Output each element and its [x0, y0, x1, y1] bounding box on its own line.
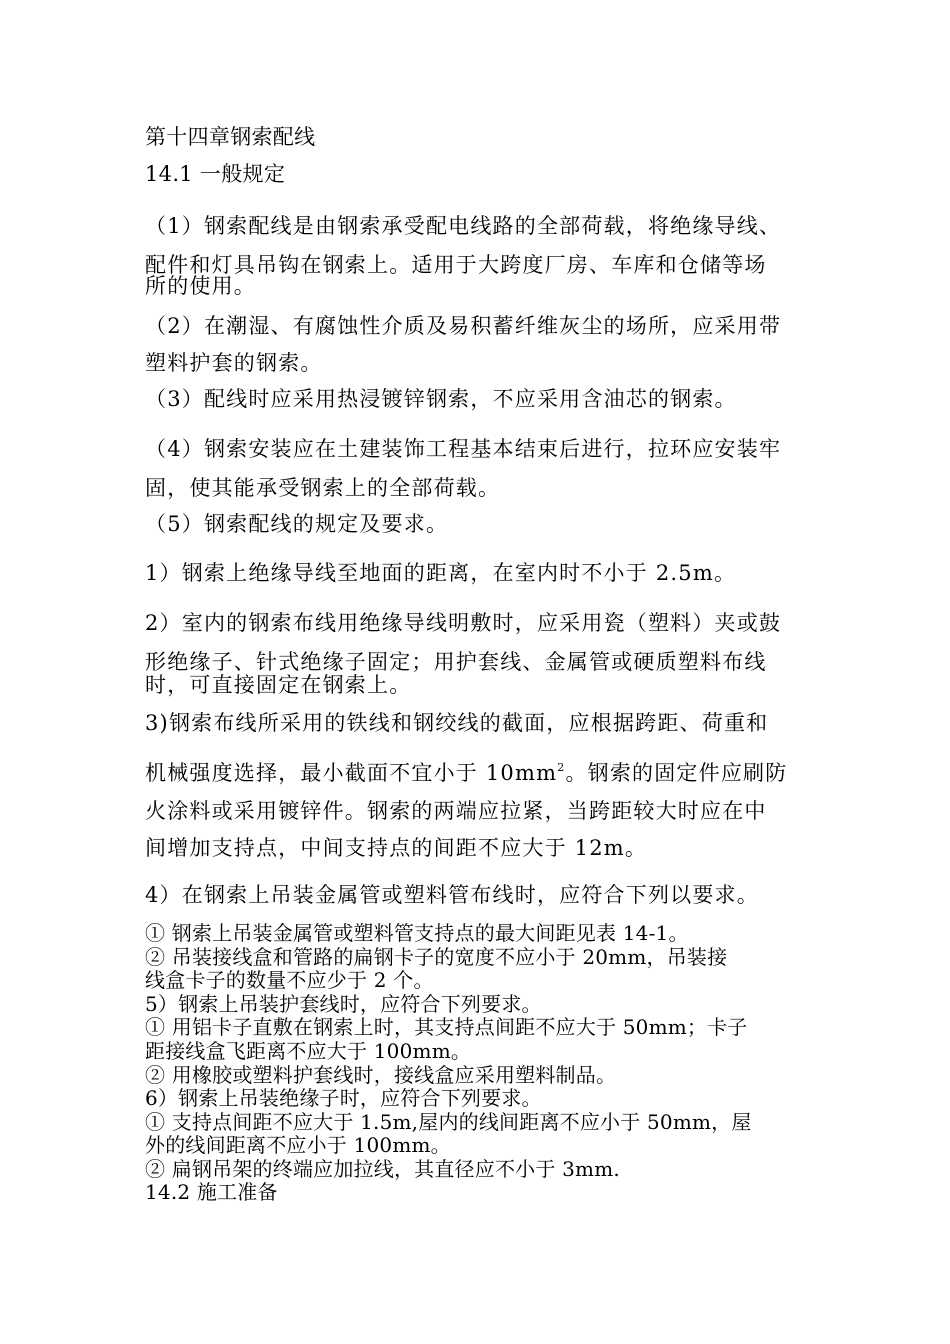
rule-5-item-a-line-1: ① 用铝卡子直敷在钢索上时，其支持点间距不应大于 50mm；卡子	[145, 1015, 748, 1039]
rule-3-line-4: 间增加支持点，中间支持点的间距不应大于 12m。	[145, 836, 648, 860]
rule-4-item-b-line-2: 线盒卡子的数量不应少于 2 个。	[145, 968, 434, 992]
rule-6-item-a-line-1: ① 支持点间距不应大于 1.5m,屋内的线间距离不应小于 50mm，屋	[145, 1110, 752, 1134]
rule-6-item-a-line-2: 外的线间距离不应小于 100mm。	[145, 1133, 451, 1157]
rule-5-item-b: ② 用橡胶或塑料护套线时，接线盒应采用塑料制品。	[145, 1063, 617, 1087]
paragraph-4-line-2: 固，使其能承受钢索上的全部荷载。	[145, 476, 501, 500]
section-heading-14-2: 14.2 施工准备	[145, 1180, 278, 1204]
rule-6-item-b: ② 扁钢吊架的终端应加拉线，其直径应不小于 3mm.	[145, 1157, 620, 1181]
rule-6-line-1: 6）钢索上吊装绝缘子时，应符合下列要求。	[145, 1086, 542, 1110]
superscript-2: 2	[557, 761, 566, 774]
section-heading-14-1: 14.1 一般规定	[145, 162, 286, 186]
rule-3-line-2-text-b: 。钢索的固定件应刷防	[565, 761, 788, 785]
paragraph-2-line-2: 塑料护套的钢索。	[145, 351, 323, 375]
rule-5-line-1: 5）钢索上吊装护套线时，应符合下列要求。	[145, 992, 542, 1016]
rule-4-line-1: 4）在钢索上吊装金属管或塑料管布线时，应符合下列以要求。	[145, 883, 759, 907]
rule-4-item-b-line-1: ② 吊装接线盒和管路的扁钢卡子的宽度不应小于 20mm，吊装接	[145, 945, 728, 969]
paragraph-2-line-1: （2）在潮湿、有腐蚀性介质及易积蓄纤维灰尘的场所，应采用带	[145, 314, 782, 338]
rule-2-line-1: 2）室内的钢索布线用绝缘导线明敷时，应采用瓷（塑料）夹或鼓	[145, 611, 782, 635]
rule-3-line-1: 3)钢索布线所采用的铁线和钢绞线的截面，应根据跨距、荷重和	[145, 711, 769, 735]
rule-2-line-3: 时，可直接固定在钢索上。	[145, 673, 412, 697]
rule-3-line-3: 火涂料或采用镀锌件。钢索的两端应拉紧，当跨距较大时应在中	[145, 799, 767, 823]
paragraph-4-line-1: （4）钢索安装应在土建装饰工程基本结束后进行，拉环应安装牢	[145, 437, 782, 461]
paragraph-1-line-1: （1）钢索配线是由钢索承受配电线路的全部荷载，将绝缘导线、	[145, 214, 782, 238]
rule-1-line-1: 1）钢索上绝缘导线至地面的距离，在室内时不小于 2.5m。	[145, 561, 737, 585]
paragraph-1-line-3: 所的使用。	[145, 274, 256, 298]
rule-3-line-2-text-a: 机械强度选择，最小截面不宜小于 10mm	[145, 761, 558, 785]
rule-4-item-a: ① 钢索上吊装金属管或塑料管支持点的最大间距见表 14-1。	[145, 921, 689, 945]
paragraph-1-line-2: 配件和灯具吊钩在钢索上。适用于大跨度厂房、车库和仓储等场	[145, 253, 767, 277]
paragraph-5-line-1: （5）钢索配线的规定及要求。	[145, 512, 449, 536]
chapter-title: 第十四章钢索配线	[145, 125, 316, 149]
paragraph-3-line-1: （3）配线时应采用热浸镀锌钢索，不应采用含油芯的钢索。	[145, 387, 737, 411]
rule-2-line-2: 形绝缘子、针式绝缘子固定；用护套线、金属管或硬质塑料布线	[145, 650, 767, 674]
rule-5-item-a-line-2: 距接线盒飞距离不应大于 100mm。	[145, 1039, 472, 1063]
rule-3-line-2	[145, 760, 825, 786]
